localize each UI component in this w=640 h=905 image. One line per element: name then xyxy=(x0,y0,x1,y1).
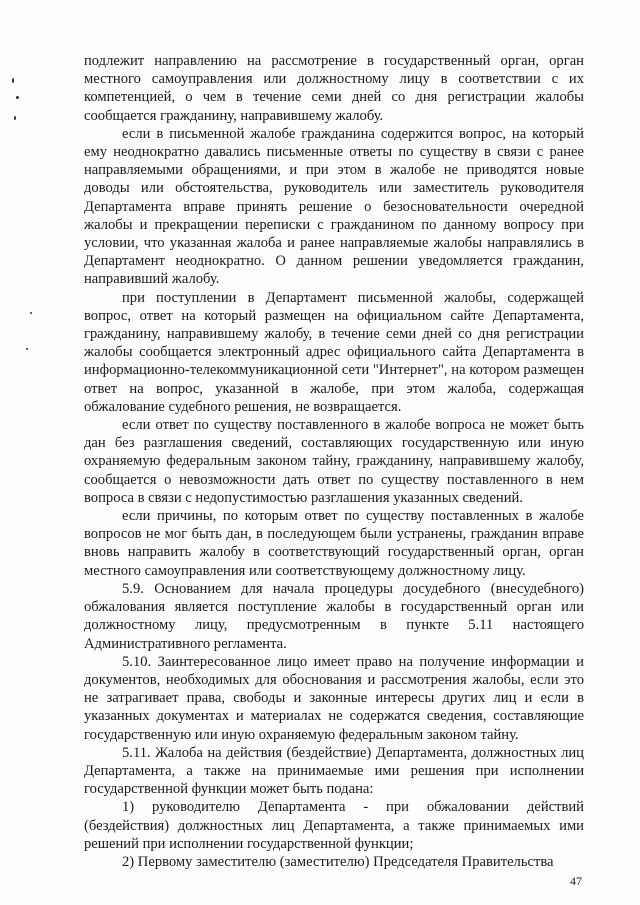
scan-speck xyxy=(30,312,32,314)
paragraph: подлежит направлению на рассмотрение в государственный орган, орган местного самоуправления или должностному лицу в соответствии с их компетенцией, о чем в течение семи дней со дня регистрации жалобы сообщается гражданину, направившему жалобу. xyxy=(84,53,584,124)
page-number: 47 xyxy=(570,874,582,888)
paragraph: 5.9. Основанием для начала процедуры досудебного (внесудебного) обжалования является поступление жалобы в государственный орган или должностному лицу, предусмотренным в пункте 5.11 настоящего Административного регламента. xyxy=(84,580,584,652)
scan-speck xyxy=(26,348,28,350)
scan-speck xyxy=(16,96,19,99)
paragraph: 5.10. Заинтересованное лицо имеет право на получение информации и документов, необходимых для обоснования и рассмотрения жалобы, если это не затрагивает права, свободы и законные интересы других лиц и если в указанных документах и материалах не содержатся сведения, составляющие государственную или иную охраняемую федеральным законом тайну. xyxy=(84,653,584,743)
paragraph: если в письменной жалобе гражданина содержится вопрос, на который ему неоднократно давались письменные ответы по существу в связи с ранее направляемыми обращениями, и при этом в жалобе не приводятся новые доводы или обстоятельства, руководитель или заместитель руководителя Департамента вправе принять решение о безосновательности очередной жалобы и прекращении переписки с гражданином по данному вопросу при условии, что указанная жалоба и ранее направляемые жалобы направлялись в Департамент неоднократно. О данном решении уведомляется гражданин, направивший жалобу. xyxy=(84,125,584,288)
paragraph: если причины, по которым ответ по существу поставленных в жалобе вопросов не мог быть дан, в последующем были устранены, гражданин вправе вновь направить жалобу в соответствующий государственный орган, орган местного самоуправления или соответствующему должностному лицу. xyxy=(84,508,584,579)
scan-speck xyxy=(14,116,16,120)
paragraph: при поступлении в Департамент письменной жалобы, содержащей вопрос, ответ на который размещен на официальном сайте Департамента, гражданину, направившему жалобу, в течение семи дней со дня регистрации жалобы сообщается электронный адрес официального сайта Департамента в информационно-телекоммуникационной сети "Интернет", на котором размещен ответ на вопрос, указанной в жалобе, при этом жалоба, содержащая обжалование судебного решения, не возвращается. xyxy=(84,289,584,415)
paragraph: 2) Первому заместителю (заместителю) Председателя Правительства xyxy=(122,853,554,870)
paragraph: 5.11. Жалоба на действия (бездействие) Департамента, должностных лиц Департамента, а также на принимаемые ими решения при исполнении государственной функции может быть подана: xyxy=(84,744,584,798)
paragraph: 1) руководителю Департамента - при обжаловании действий (бездействия) должностных лиц Департамента, а также принимаемых ими решений при исполнении государственной функции; xyxy=(84,799,584,852)
scan-speck xyxy=(12,78,14,83)
paragraph: если ответ по существу поставленного в жалобе вопроса не может быть дан без разглашения сведений, составляющих государственную или иную охраняемую федеральным законом тайну, гражданину, направившему жалобу, сообщается о невозможности дать ответ по существу поставленного в нем вопроса в связи с недопустимостью разглашения указанных сведений. xyxy=(84,417,584,506)
document-body xyxy=(84,52,584,871)
